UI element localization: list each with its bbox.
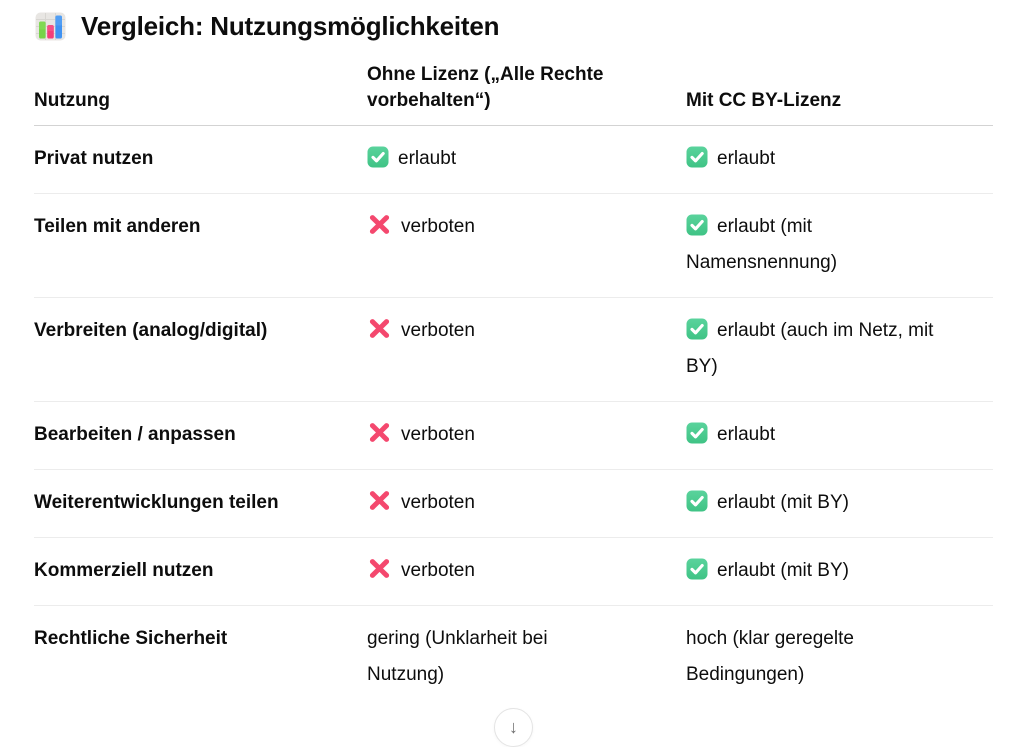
cell-cc-by-lizenz xyxy=(686,538,993,606)
scroll-to-bottom-button[interactable] xyxy=(494,708,533,747)
cell-text: erlaubt (mit BY) xyxy=(717,560,849,581)
cell-cc-by-lizenz xyxy=(686,606,993,710)
cell-text: gering (Unklarheit bei Nutzung) xyxy=(367,628,548,685)
page-title: Vergleich: Nutzungsmöglichkeiten xyxy=(81,11,500,41)
column-header-ohne-lizenz: Ohne Lizenz („Alle Rechte vorbehalten“) xyxy=(367,62,686,126)
row-label: Privat nutzen xyxy=(34,126,367,194)
cell-cc-by-lizenz xyxy=(686,402,993,470)
cell-text: verboten xyxy=(401,320,475,341)
chat-message-area xyxy=(0,6,1011,737)
cross-icon xyxy=(367,213,392,236)
table-header-row xyxy=(34,62,993,126)
cell-text: erlaubt xyxy=(717,424,776,445)
cell-ohne-lizenz xyxy=(367,402,686,470)
section-heading xyxy=(34,6,1011,46)
row-label: Verbreiten (analog/digital) xyxy=(34,298,367,402)
bar-chart-emoji-icon xyxy=(34,10,67,43)
check-icon xyxy=(367,146,389,168)
comparison-table xyxy=(34,62,993,709)
cell-text: hoch (klar geregelte Bedingungen) xyxy=(686,628,854,685)
check-icon xyxy=(686,318,708,340)
check-icon xyxy=(686,214,708,236)
column-header-cc-by-lizenz: Mit CC BY-Lizenz xyxy=(686,62,993,126)
cell-text: verboten xyxy=(401,424,475,445)
column-header-nutzung: Nutzung xyxy=(34,62,367,126)
cell-ohne-lizenz xyxy=(367,194,686,298)
cross-icon xyxy=(367,421,392,444)
cell-cc-by-lizenz xyxy=(686,298,993,402)
cross-icon xyxy=(367,317,392,340)
cell-text: verboten xyxy=(401,492,475,513)
cell-ohne-lizenz xyxy=(367,538,686,606)
row-label: Weiterentwicklungen teilen xyxy=(34,470,367,538)
arrow-down-icon: ↓ xyxy=(509,717,518,737)
cross-icon xyxy=(367,557,392,580)
check-icon xyxy=(686,558,708,580)
check-icon xyxy=(686,490,708,512)
table-row xyxy=(34,402,993,470)
cell-cc-by-lizenz xyxy=(686,194,993,298)
table-row xyxy=(34,298,993,402)
row-label: Kommerziell nutzen xyxy=(34,538,367,606)
cell-text: erlaubt xyxy=(398,148,457,169)
cell-text: erlaubt (mit BY) xyxy=(717,492,849,513)
cell-ohne-lizenz xyxy=(367,126,686,194)
cell-text: verboten xyxy=(401,560,475,581)
cell-text: erlaubt xyxy=(717,148,776,169)
row-label: Rechtliche Sicherheit xyxy=(34,628,228,649)
cell-text: erlaubt (mit Namensnennung) xyxy=(686,216,838,273)
cell-ohne-lizenz xyxy=(367,298,686,402)
row-label: Bearbeiten / anpassen xyxy=(34,402,367,470)
cell-cc-by-lizenz xyxy=(686,470,993,538)
cell-cc-by-lizenz xyxy=(686,126,993,194)
cell-ohne-lizenz xyxy=(367,470,686,538)
cross-icon xyxy=(367,489,392,512)
table-row xyxy=(34,194,993,298)
cell-text: verboten xyxy=(401,216,475,237)
table-row xyxy=(34,538,993,606)
row-label: Teilen mit anderen xyxy=(34,194,367,298)
cell-text: erlaubt (auch im Netz, mit BY) xyxy=(686,320,934,377)
check-icon xyxy=(686,422,708,444)
cell-ohne-lizenz xyxy=(367,606,686,710)
table-row xyxy=(34,470,993,538)
table-row xyxy=(34,126,993,194)
check-icon xyxy=(686,146,708,168)
table-row xyxy=(34,606,993,710)
